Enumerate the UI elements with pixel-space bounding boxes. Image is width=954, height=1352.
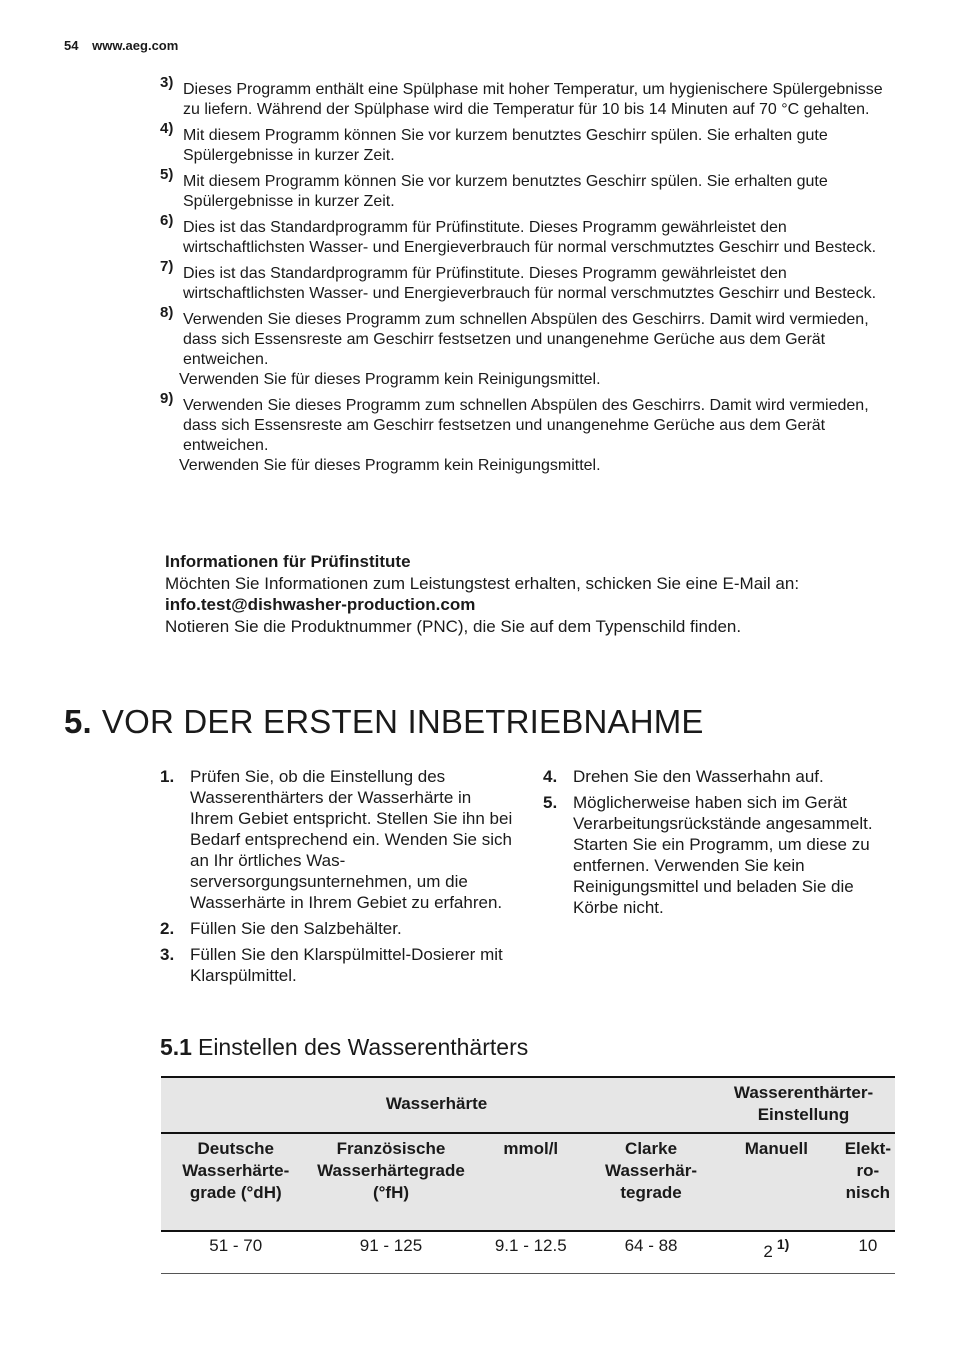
column-header: Elektronisch bbox=[841, 1133, 895, 1231]
manual-value: 2 bbox=[763, 1242, 773, 1261]
page-header bbox=[64, 38, 188, 53]
info-note: Notieren Sie die Produktnummer (PNC), die Sie auf dem Typenschild finden. bbox=[165, 616, 742, 636]
footnote-item bbox=[160, 166, 900, 212]
list-item bbox=[543, 792, 895, 918]
step-number: 1. bbox=[160, 767, 175, 786]
step-number: 5. bbox=[543, 793, 558, 812]
info-title: Informationen für Prüfinstitute bbox=[165, 552, 411, 571]
section-title: VOR DER ERSTEN INBETRIEBNAHME bbox=[101, 703, 704, 740]
footnote-note: Verwenden Sie für dieses Programm kein Reinigungsmittel. bbox=[179, 457, 601, 474]
table-cell: 9.1 - 12.5 bbox=[472, 1231, 591, 1274]
list-item bbox=[543, 766, 895, 787]
column-header: Clarke Wasserhärtegrade bbox=[590, 1133, 712, 1231]
column-header: Französische Wasserhärtegrade (°fH) bbox=[310, 1133, 471, 1231]
subsection-title: Einstellen des Wasserenthärters bbox=[197, 1034, 529, 1060]
footnote-item bbox=[160, 74, 900, 120]
footnote-number: 7) bbox=[160, 258, 174, 275]
step-text: Prüfen Sie, ob die Einstellung des Wasserenthärters der Wasserhärte in Ihrem Gebiet entspricht. Stellen Sie ihn bei Bedarf entsprechend ein. Wenden Sie sich an Ihr örtliches Wasserversorgungsunternehmen, um die Wasserhärte in Ihrem Gebiet zu erfahren. bbox=[190, 767, 513, 912]
info-email-link[interactable]: info.test@dishwasher-production.com bbox=[165, 595, 476, 614]
manual-footnote-ref: 1) bbox=[776, 1236, 790, 1252]
footnote-note: Verwenden Sie für dieses Programm kein Reinigungsmittel. bbox=[179, 371, 601, 388]
table-header-row bbox=[161, 1133, 895, 1231]
footnote-number: 5) bbox=[160, 166, 174, 183]
footnote-list bbox=[160, 74, 900, 482]
group-header-water-hardness bbox=[161, 1077, 712, 1133]
section-heading bbox=[64, 703, 704, 741]
subsection-number: 5.1 bbox=[160, 1034, 192, 1060]
subsection-heading bbox=[160, 1034, 528, 1061]
table-cell: 51 - 70 bbox=[161, 1231, 310, 1274]
footnote-text: Verwenden Sie dieses Programm zum schnellen Abspülen des Geschirrs. Damit wird vermieden, dass sich Essensreste am Geschirr festsetzen und unangenehme Gerüche aus dem Gerät entweichen. bbox=[183, 311, 869, 368]
list-item bbox=[160, 766, 515, 913]
footnote-number: 9) bbox=[160, 390, 174, 407]
test-institute-info bbox=[165, 551, 905, 637]
footnote-item bbox=[160, 120, 900, 166]
column-header: Manuell bbox=[712, 1133, 841, 1231]
group-header-label: Wasserhärte bbox=[385, 1094, 488, 1113]
water-hardness-table bbox=[161, 1076, 895, 1274]
steps-right-column bbox=[543, 766, 895, 923]
step-number: 4. bbox=[543, 767, 558, 786]
footnote-text: Dieses Programm enthält eine Spülphase mit hoher Temperatur, um hygienischere Spülergebnisse zu liefern. Während der Spülphase wird die Temperatur für 10 bis 14 Minuten auf 70 °C gehalten. bbox=[183, 81, 883, 118]
footnote-item bbox=[160, 212, 900, 258]
footnote-item bbox=[160, 258, 900, 304]
list-item bbox=[160, 944, 515, 986]
table-row bbox=[161, 1231, 895, 1274]
column-header: Deutsche Wasserhärtegrade (°dH) bbox=[161, 1133, 310, 1231]
list-item bbox=[160, 918, 515, 939]
step-number: 3. bbox=[160, 945, 175, 964]
step-text: Möglicherweise haben sich im Gerät Verarbeitungsrückstände angesammelt. Starten Sie ein Programm, um diese zu entfernen. Verwenden Sie kein Reinigungsmittel und beladen Sie die Körbe nicht. bbox=[573, 793, 873, 917]
table-cell: 10 bbox=[841, 1231, 895, 1274]
info-text: Möchten Sie Informationen zum Leistungstest erhalten, schicken Sie eine E-Mail an: bbox=[165, 573, 800, 593]
footnote-item bbox=[160, 304, 900, 390]
table-cell: 91 - 125 bbox=[310, 1231, 471, 1274]
page-number: 54 bbox=[64, 38, 79, 53]
table-group-header-row bbox=[161, 1077, 895, 1133]
footnote-item bbox=[160, 390, 900, 476]
website-url: www.aeg.com bbox=[92, 38, 179, 53]
footnote-text: Mit diesem Programm können Sie vor kurzem benutztes Geschirr spülen. Sie erhalten gute Spülergebnisse in kurzer Zeit. bbox=[183, 127, 828, 164]
table-cell: 64 - 88 bbox=[590, 1231, 712, 1274]
step-text: Drehen Sie den Wasserhahn auf. bbox=[573, 767, 824, 786]
footnote-number: 8) bbox=[160, 304, 174, 321]
section-number: 5. bbox=[64, 703, 92, 740]
step-text: Füllen Sie den Salzbehälter. bbox=[190, 919, 402, 938]
footnote-number: 4) bbox=[160, 120, 174, 137]
footnote-text: Dies ist das Standardprogramm für Prüfinstitute. Dieses Programm gewährleistet den wirtschaftlichsten Wasser- und Energieverbrauch für normal verschmutztes Geschirr und Besteck. bbox=[183, 219, 877, 256]
footnote-number: 6) bbox=[160, 212, 174, 229]
step-text: Füllen Sie den Klarspülmittel-Dosierer mit Klarspülmittel. bbox=[190, 945, 503, 985]
steps-left-column bbox=[160, 766, 515, 991]
group-header-softener-setting: Wasserenthärter-Einstellung bbox=[712, 1077, 895, 1133]
footnote-number: 3) bbox=[160, 74, 174, 91]
column-header: mmol/l bbox=[472, 1133, 591, 1231]
footnote-text: Dies ist das Standardprogramm für Prüfinstitute. Dieses Programm gewährleistet den wirtschaftlichsten Wasser- und Energieverbrauch für normal verschmutztes Geschirr und Besteck. bbox=[183, 265, 877, 302]
footnote-text: Verwenden Sie dieses Programm zum schnellen Abspülen des Geschirrs. Damit wird vermieden, dass sich Essensreste am Geschirr festsetzen und unangenehme Gerüche aus dem Gerät entweichen. bbox=[183, 397, 869, 454]
table-cell-manual bbox=[712, 1231, 841, 1274]
step-number: 2. bbox=[160, 919, 175, 938]
footnote-text: Mit diesem Programm können Sie vor kurzem benutztes Geschirr spülen. Sie erhalten gute Spülergebnisse in kurzer Zeit. bbox=[183, 173, 828, 210]
